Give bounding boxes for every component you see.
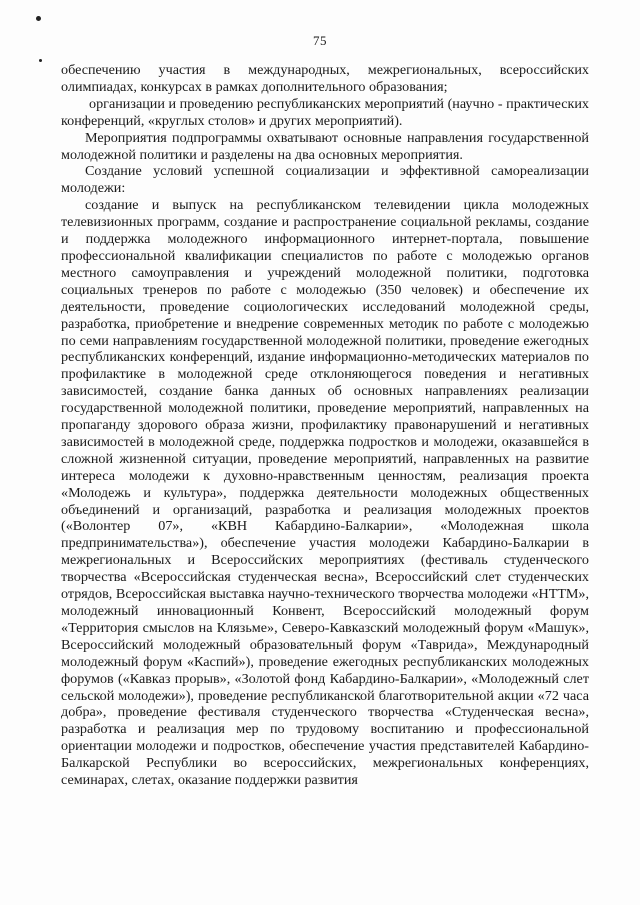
paragraph-events: организации и проведению республиканских мероприятий (научно - практических конференций, «круглых столов» и других мероприятий). bbox=[61, 95, 589, 129]
paragraph-subprogram: Мероприятия подпрограммы охватывают основные направления государственной молодежной политики и разделены на два основных мероприятия. bbox=[61, 129, 589, 163]
scan-speck bbox=[36, 16, 41, 21]
paragraph-socialization-heading: Создание условий успешной социализации и эффективной самореализации молодежи: bbox=[61, 163, 589, 197]
page-number: 75 bbox=[313, 33, 327, 48]
paragraph-olympiads: обеспечению участия в международных, межрегиональных, всероссийских олимпиадах, конкурсах в рамках дополнительного образования; bbox=[61, 62, 589, 95]
document-body bbox=[61, 62, 589, 789]
scan-speck bbox=[39, 59, 42, 62]
paragraph-youth-measures: создание и выпуск на республиканском телевидении цикла молодежных телевизионных программ, создание и распространение социальной рекламы, создание и поддержка молодежного информационного интернет-портала, повышение профессиональной квалификации специалистов по работе с молодежью органов местного самоуправления и учреждений молодежной политики, подготовка социальных тренеров по работе с молодежью (350 человек) и обеспечение их деятельности, проведение социологических исследований молодежной среды, разработка, приобретение и внедрение современных методик по работе с молодежью по семи направлениям государственной молодежной политики, проведение ежегодных республиканских конференций, издание информационно-методических материалов по профилактике в молодежной среде отклоняющегося поведения и негативных зависимостей, создание банка данных об основных направлениях реализации государственной молодежной политики, проведение мероприятий, направленных на пропаганду здорового образа жизни, профилактику правонарушений и негативных зависимостей в молодежной среде, поддержка подростков и молодежи, оказавшейся в сложной жизненной ситуации, проведение мероприятий, направленных на развитие интереса молодежи к духовно-нравственным ценностям, реализация проекта «Молодежь и культура», поддержка деятельности молодежных общественных объединений и организаций, разработка и реализация молодежных проектов («Волонтер 07», «КВН Кабардино-Балкарии», «Молодежная школа предпринимательства»), обеспечение участия молодежи Кабардино-Балкарии в межрегиональных и Всероссийских мероприятиях (фестиваль студенческого творчества «Всероссийская студенческая весна», Всероссийский слет студенческих отрядов, Всероссийская выставка научно-технического творчества молодежи «НТТМ», молодежный инновационный Конвент, Всероссийский молодежный форум «Территория смыслов на Клязьме», Северо-Кавказский молодежный форум «Машук», Всероссийский молодежный образовательный форум «Таврида», Международный молодежный форум «Каспий»), проведение ежегодных республиканских молодежных форумов («Кавказ прорыв», «Золотой фонд Кабардино-Балкарии», «Молодежный слет сельской молодежи»), проведение республиканской благотворительной акции «72 часа добра», проведение фестиваля студенческого творчества «Студенческая весна», разработка и реализация мер по трудовому воспитанию и профессиональной ориентации молодежи и подростков, обеспечение участия представителей Кабардино-Балкарской Республики во всероссийских, межрегиональных конференциях, семинарах, слетах, оказание поддержки развития bbox=[61, 197, 589, 789]
